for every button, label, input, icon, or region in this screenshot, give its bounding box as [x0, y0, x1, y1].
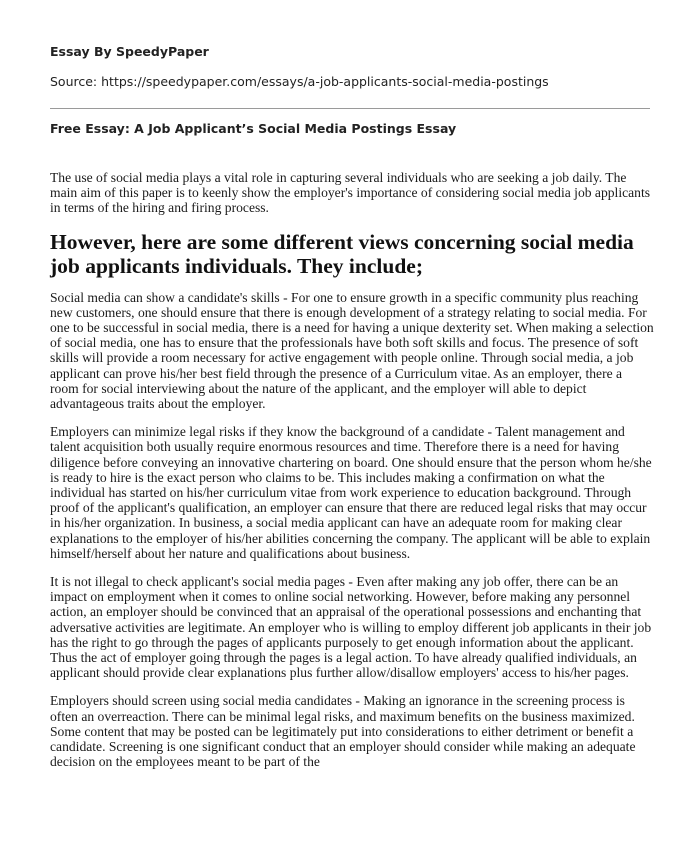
- body-paragraph: Social media can show a candidate's skills - For one to ensure growth in a specific community plus reaching new customers, one should ensure that there is enough development of a strategy relating to social media. For one to be successful in social media, there is a need for having a unique dexterity set. When making a selection of social media, one has to ensure that the professionals have both soft skills and focus. The presence of soft skills will provide a room necessary for active engagement with people online. Through social media, a job applicant can prove his/her best field through the presence of a Curriculum vitae. As an employer, there a room for social interviewing about the nature of the applicant, and the employer will able to depict advantageous traits about the employer.: [50, 289, 654, 412]
- body-paragraph: Employers should screen using social media candidates - Making an ignorance in the screening process is often an overreaction. There can be minimal legal risks, and maximum benefits on the business maximized. Some content that may be posted can be legitimately put into considerations to either detriment or benefit a candidate. Screening is one significant conduct that an employer should consider while making an adequate decision on the employees meant to be part of the: [50, 693, 636, 770]
- body-paragraph: Employers can minimize legal risks if they know the background of a candidate - Talent management and talent acquisition both usually require enormous resources and time. Therefore there is a need for having diligence before conveying an innovative chartering on board. One should ensure that the person whom he/she is ready to hire is the exact person who claims to be. This includes making a confirmation on what the individual has started on his/her curriculum vitae from work experience to education background. Through proof of the applicant's qualification, an employer can ensure that there are reduced legal risks that may occur in his/her organization. In business, a social media applicant can have an adequate room for making clear explanations to the employer of his/her abilities concerning the company. The applicant will be able to explain himself/herself about her nature and qualifications about business.: [50, 424, 652, 561]
- intro-paragraph: The use of social media plays a vital role in capturing several individuals who are seeking a job daily. The main aim of this paper is to keenly show the employer's importance of considering social media job applicants in terms of the hiring and firing process.: [50, 170, 651, 216]
- source-url: Source: https://speedypaper.com/essays/a-job-applicants-social-media-postings: [50, 74, 549, 89]
- essay-title: Free Essay: A Job Applicant’s Social Media Postings Essay: [50, 121, 457, 136]
- header-divider: [50, 108, 650, 109]
- body-paragraph: It is not illegal to check applicant's social media pages - Even after making any job offer, there can be an impact on employment when it comes to online social networking. However, before making any personnel action, an employer should be convinced that an appraisal of the operational possessions and enchanting that adversative activities are legitimate. An employer who is willing to employ different job applicants in their job has the right to go through the pages of applicants purposely to get enough information about the applicant. Thus the act of employer going through the pages is a legal action. To have already qualified individuals, an applicant should provide clear explanations plus further allow/disallow employers' access to his/her pages.: [50, 574, 652, 681]
- section-heading: However, here are some different views concerning social media job applicants individuals. They include;: [50, 229, 634, 278]
- essay-body: [50, 170, 654, 783]
- brand-label: Essay By SpeedyPaper: [50, 44, 209, 59]
